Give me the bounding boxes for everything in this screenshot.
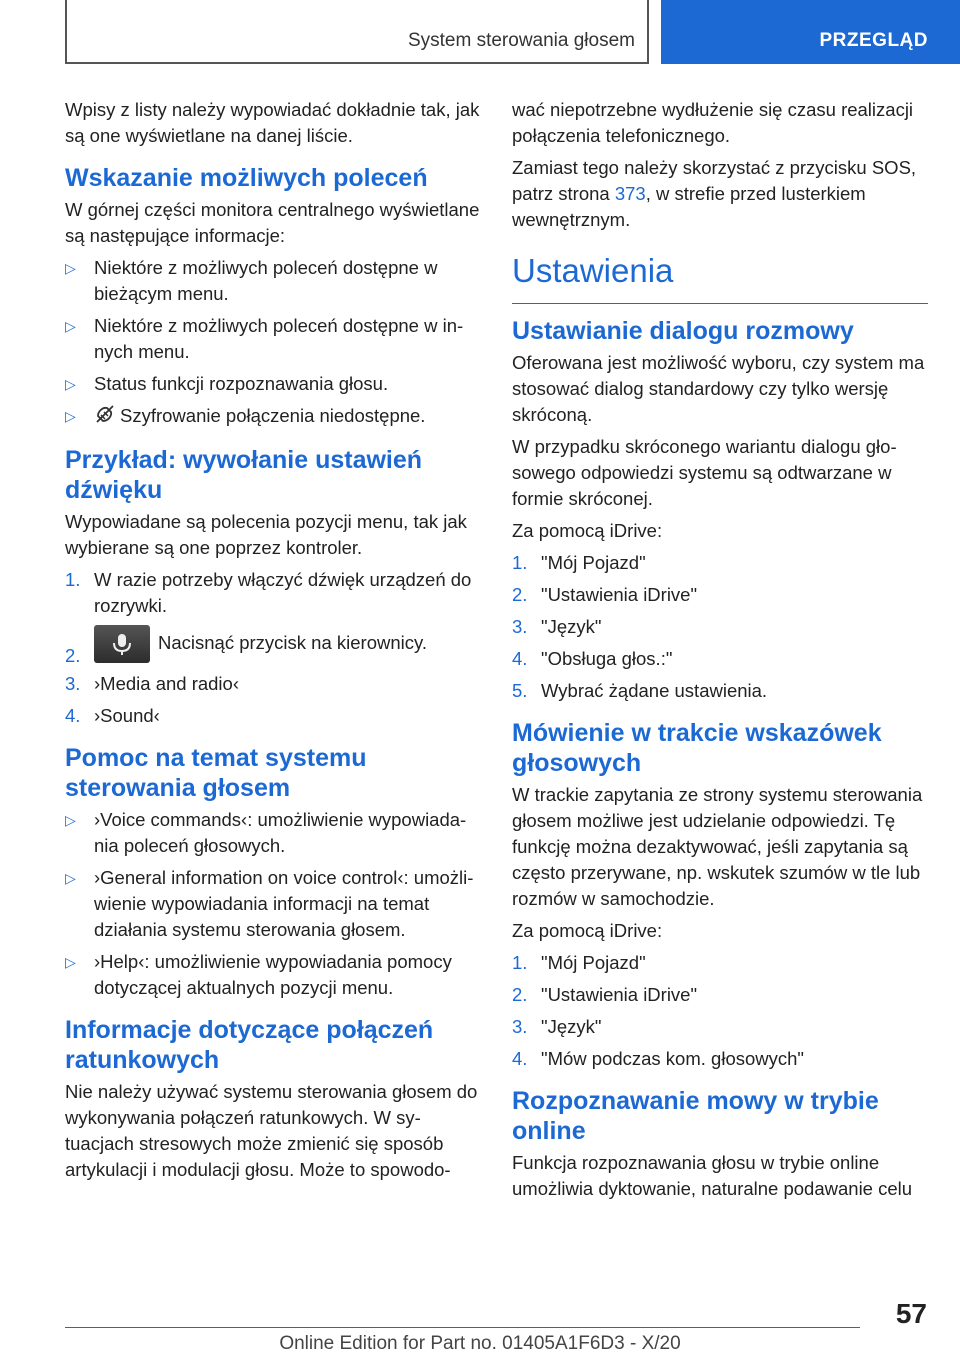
heading-help: Pomoc na temat systemu sterowania głosem [65,743,367,802]
page-number: 57 [895,1298,927,1329]
list-item: ▷ Status funkcji rozpoznawania głosu. [65,371,481,397]
left-column [65,97,481,1189]
list-item: 4. ›Sound‹ [65,704,160,726]
header-section-tab[interactable] [661,0,960,64]
heading-possible-commands: Wskazanie możliwych poleceń [65,164,428,192]
footer-edition: Online Edition for Part no. 01405A1F6D3 - X/20 [279,1333,681,1354]
list-item: 2. Nacisnąć przycisk na kierownicy. [65,625,481,663]
right-column [512,97,928,1208]
list-item: 1. W razie potrzeby włączyć dźwięk urządzeń do rozrywki. [65,568,472,616]
header-chapter-box [65,0,649,64]
list-item: 5. Wybrać żądane ustawienia. [512,680,768,701]
list-item: 3. ›Media and radio‹ [65,672,239,694]
list-item: 3. "Język" [512,616,602,637]
dialog-paragraph-1: Oferowana jest możliwość wyboru, czy system ma stosować dialog standardowy czy tylko wersję skróconą. [512,352,925,425]
page-link[interactable]: 373 [614,183,646,204]
list-item: ▷ ›General information on voice control‹: umożliwienie wypowiadania informacji na temat działania systemu sterowania głosem. [65,865,481,943]
list-item: 4. "Mów podczas kom. głosowych" [512,1048,804,1069]
list-item: ▷ ›Help‹: umożliwienie wypowiadania pomocy dotyczącej aktualnych pozycji menu. [65,949,481,1001]
example-steps [65,567,481,729]
speaking-paragraph: W trackie zapytania ze strony systemu sterowania głosem możliwe jest udzielanie odpowiedzi. Tę funkcję można dezaktywować, jeśli zapytania są często przerywane, np. wskutek szumów w tle lub rozmów w samochodzie. [512,784,923,909]
continued-paragraph: wać niepotrzebne wydłużenie się czasu realizacji połączenia telefonicznego. [512,99,914,146]
list-item: 1. "Mój Pojazd" [512,952,646,973]
heading-settings: Ustawienia [512,251,928,304]
online-paragraph: Funkcja rozpoznawania głosu w trybie online umożliwia dyktowanie, naturalne podawanie celu [512,1152,913,1199]
speaking-steps [512,950,928,1072]
list-item: 2. "Ustawienia iDrive" [512,584,698,605]
dialog-paragraph-2: W przypadku skróconego wariantu dialogu głosowego odpowiedzi systemu są odtwarzane w formie skróconej. [512,436,897,509]
heading-speaking: Mówienie w trakcie wskazówek głosowych [512,719,882,777]
list-item: ▷ ›Voice commands‹: umożliwienie wypowiadania poleceń głosowych. [65,807,481,859]
list-item: 3. "Język" [512,1016,602,1037]
emergency-paragraph: Nie należy używać systemu sterowania głosem do wykonywania połączeń ratunkowych. W sytuacjach stresowych może zmienić się sposób artykulacji i modulacji głosu. Może to spowodo- [65,1080,478,1180]
heading-dialog: Ustawianie dialogu rozmowy [512,317,854,345]
heading-online: Rozpoznawanie mowy w trybie online [512,1087,879,1145]
section-label: PRZEGLĄD [819,30,928,51]
list-item: ▷ Niektóre z możliwych poleceń dostępne w bieżącym menu. [65,255,481,307]
list-item: ▷ Niektóre z możliwych poleceń dostępne w innych menu. [65,313,481,365]
chapter-title: System sterowania głosem [407,30,635,51]
help-list [65,807,481,1001]
example-paragraph: Wypowiadane są polecenia pozycji menu, tak jak wybierane są one poprzez kontroler. [65,510,467,558]
voice-button-image [94,625,150,663]
idrive-paragraph-1: Za pomocą iDrive: [512,520,663,541]
dialog-steps [512,550,928,704]
list-item: ▷ Szyfrowanie połączenia niedostępne. [65,403,481,431]
encryption-unavailable-icon [94,404,116,431]
idrive-paragraph-2: Za pomocą iDrive: [512,920,663,941]
commands-list [65,255,481,431]
intro-paragraph: Wpisy z listy należy wypowiadać dokładnie tak, jak są one wyświetlane na danej liście. [65,99,480,146]
list-item: 2. "Ustawienia iDrive" [512,984,698,1005]
commands-paragraph: W górnej części monitora centralnego wyświetlane są następujące informacje: [65,199,480,246]
heading-emergency: Informacje dotyczące połączeń ratunkowych [65,1015,434,1074]
sos-paragraph: Zamiast tego należy skorzystać z przycisku SOS, patrz strona 373, w strefie przed lusterkiem wewnętrznym. [512,157,917,230]
heading-example: Przykład: wywołanie ustawień dźwięku [65,445,423,504]
list-item: 4. "Obsługa głos.:" [512,648,673,669]
footer-divider [65,1327,860,1328]
list-item: 1. "Mój Pojazd" [512,552,646,573]
